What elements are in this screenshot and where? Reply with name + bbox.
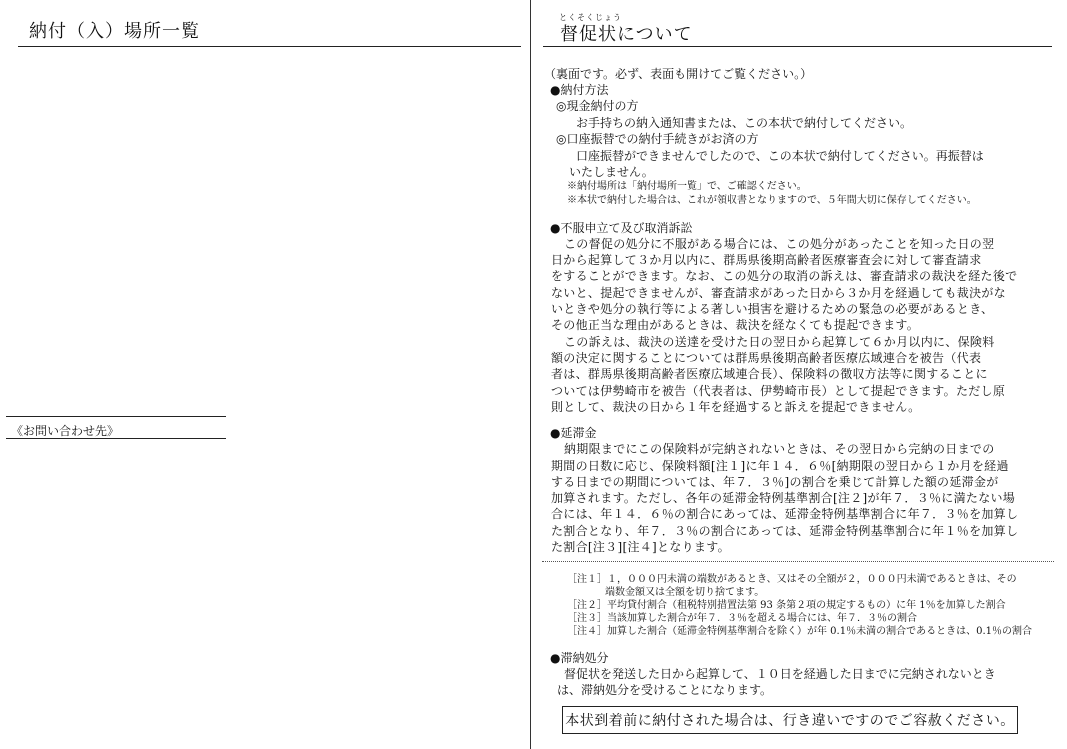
dotted-separator	[542, 561, 1054, 562]
cash-heading: ◎現金納付の方	[556, 99, 639, 113]
appeal-line: 日から起算して３か月以内に、群馬県後期高齢者医療審査会に対して審査請求	[551, 253, 982, 267]
contact-label: 《お問い合わせ先》	[11, 424, 120, 438]
appeal-heading: ●不服申立て及び取消訴訟	[550, 221, 693, 235]
appeal-line: 則として、裁決の日から１年を経過すると訴えを提起できません。	[551, 400, 921, 414]
footnote-3: ［注３］当該加算した割合が年７．３％を超える場合には、年７．３％の割合	[567, 613, 917, 624]
payment-heading: ●納付方法	[550, 83, 609, 97]
transfer-heading: ◎口座振替での納付手続きがお済の方	[556, 132, 759, 146]
footnote-4: ［注４］加算した割合（延滞金特例基準割合を除く）が年 0.1％未満の割合であるときは、0.1％の割合	[567, 626, 1032, 637]
payment-note-2: ※本状で納付した場合は、これが領収書となりますので、５年間大切に保存してください。	[567, 195, 977, 206]
right-page	[531, 0, 1067, 749]
delinquency-line: する日までの期間については、年７．３％]の割合を乗じて計算した額の延滞金が	[551, 475, 999, 489]
appeal-line: ついては伊勢崎市を被告（代表者は、伊勢崎市長）として提起できます。ただし原	[551, 384, 1006, 398]
appeal-line: この訴えは、裁決の送達を受けた日の翌日から起算して６か月以内に、保険料	[564, 335, 995, 349]
disposition-heading: ●滞納処分	[550, 651, 609, 665]
title-underline	[18, 46, 521, 47]
delinquency-line: 合には、年１４．６％の割合にあっては、延滞金特例基準割合に年７．３％を加算し	[551, 507, 1019, 521]
delinquency-line: 加算されます。ただし、各年の延滞金特例基準割合[注２]が年７．３％に満たない場	[551, 491, 1016, 505]
appeal-line: をすることができます。なお、この処分の取消の訴えは、審査請求の裁決を経た後で	[551, 269, 1018, 283]
appeal-line: その他正当な理由があるときは、裁決を経なくても提起できます。	[551, 318, 920, 332]
transfer-line-2: いたしません。	[569, 165, 654, 179]
payment-locations-title: 納付（入）場所一覧	[29, 21, 200, 42]
delinquency-line: 納期限までにこの保険料が完納されないときは、その翌日から完納の日までの	[564, 442, 995, 456]
payment-note-1: ※納付場所は「納付場所一覧」で、ご確認ください。	[567, 181, 807, 192]
appeal-line: 額の決定に関することについては群馬県後期高齢者医療広域連合を被告（代表	[551, 351, 982, 365]
notice-text: 本状到着前に納付された場合は、行き違いですのでご容赦ください。	[565, 713, 1015, 729]
cash-text: お手持ちの納入通知書または、この本状で納付してください。	[576, 116, 913, 130]
footnote-1: ［注１］１，０００円未満の端数があるとき、又はその全額が２，０００円未満であるときは、その	[567, 574, 1017, 585]
title-ruby: とくそくじょう	[559, 13, 622, 22]
intro-text: （裏面です。必ず、表面も開けてご覧ください。）	[544, 67, 813, 81]
disposition-line-1: 督促状を発送した日から起算して、１０日を経過した日までに完納されないとき	[564, 667, 996, 681]
delinquency-line: 期間の日数に応じ、保険料額[注１]に年１４．６％[納期限の翌日から１か月を経過	[551, 459, 1009, 473]
contact-top-rule	[6, 416, 226, 417]
title-underline	[543, 46, 1052, 47]
delinquency-line: た割合となり、年７．３％の割合にあっては、延滞金特例基準割合に年１％を加算し	[551, 524, 1019, 538]
delinquency-heading: ●延滞金	[550, 426, 597, 440]
appeal-line: ないと、提起できませんが、審査請求があった日から３か月を経過しても裁決がな	[551, 286, 1006, 300]
transfer-line-1: 口座振替ができませんでしたので、この本状で納付してください。再振替は	[576, 149, 984, 163]
disposition-line-2: は、滞納処分を受けることになります。	[557, 683, 773, 697]
appeal-line: いときや処分の執行等による著しい損害を避けるための緊急の必要があるとき、	[551, 302, 994, 316]
delinquency-line: た割合[注３][注４]となります。	[551, 540, 730, 554]
notice-box	[562, 706, 1018, 734]
footnote-2: ［注２］平均貸付割合（租税特別措置法第 93 条第２項の規定するもの）に年 1％を加算した割合	[567, 600, 1006, 611]
footnote-1-cont: 端数金額又は全額を切り捨てます。	[605, 587, 765, 598]
reminder-title: 督促状について	[560, 24, 693, 45]
appeal-line: この督促の処分に不服がある場合には、この処分があったことを知った日の翌	[564, 237, 995, 251]
contact-bottom-rule	[6, 438, 226, 439]
left-page	[0, 0, 530, 749]
appeal-line: 者は、群馬県後期高齢者医療広域連合長）、保険料の徴収方法等に関することに	[551, 367, 988, 381]
